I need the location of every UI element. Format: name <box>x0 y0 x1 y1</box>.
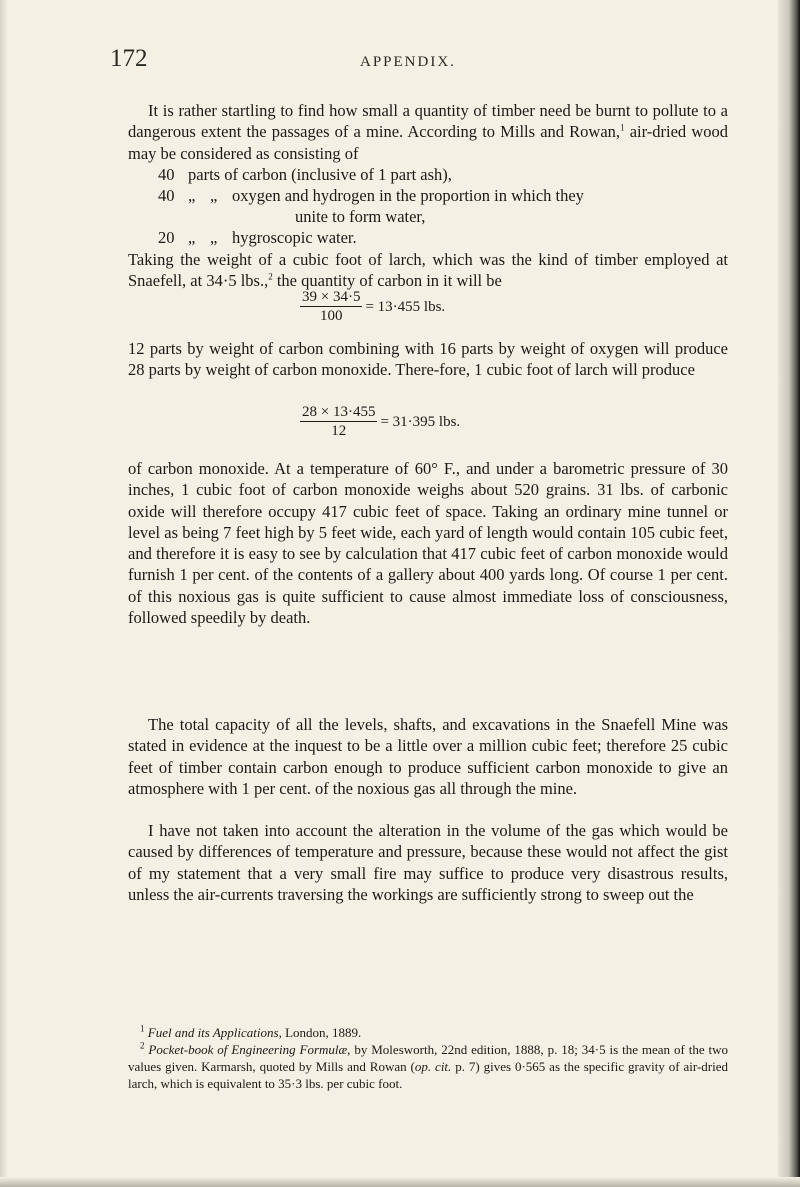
footnote-ref-1[interactable]: 1 <box>620 122 625 133</box>
footnote-text: p. 7) gives 0·565 as the specific gravity of air-dried larch, which is equivalent to 35·3 lbs. per cubic foot. <box>128 1059 729 1091</box>
footnote-text: , by Molesworth, 22nd edition, 1888, p. 18; 34·5 is the mean of the two values given. Karmarsh, quoted by Mills and Rowan ( <box>128 1042 728 1074</box>
footnotes <box>128 1024 728 1092</box>
page-edge-right <box>778 0 800 1187</box>
paragraph-mine-capacity: The total capacity of all the levels, shafts, and excavations in the Snaefell Mine was stated in evidence at the inquest to be a little over a million cubic feet; therefore 25 cubic feet of timber contain carbon enough to produce sufficient carbon monoxide to give an atmosphere with 1 per cent. of the noxious gas all through the mine. <box>128 715 728 798</box>
footnote-title: Pocket-book of Engineering Formulæ <box>148 1042 348 1057</box>
formula-result: = 13·455 lbs. <box>365 298 446 315</box>
page-edge-left <box>0 0 8 1187</box>
footnote-title: Fuel and its Applications <box>147 1025 279 1040</box>
paragraph-carbon-monoxide: 12 parts by weight of carbon combining with 16 parts by weight of oxygen will produce 28 parts by weight of carbon monoxide. There-fore, 1 cubic foot of larch will produce <box>128 339 728 380</box>
composition-item-oxygen <box>158 185 728 206</box>
fraction <box>300 289 362 325</box>
item-quantity: 40 <box>158 165 175 184</box>
footnote-number: 1 <box>140 1023 145 1034</box>
footnote-citation: op. cit. <box>414 1059 452 1074</box>
formula-result: = 31·395 lbs. <box>380 413 461 430</box>
composition-item-carbon <box>158 164 728 185</box>
fraction-denominator: 100 <box>319 308 343 324</box>
page-edge-bottom <box>0 1177 800 1187</box>
fraction <box>300 404 377 440</box>
footnote-number: 2 <box>140 1040 145 1051</box>
formula-monoxide-weight <box>300 404 460 440</box>
paragraph-gas-volume: of carbon monoxide. At a temperature of 60° F., and under a barometric pressure of 30 inches, 1 cubic foot of carbon monoxide weighs about 520 grains. 31 lbs. of carbonic oxide will therefore occupy 417 cubic feet of space. Taking an ordinary mine tunnel or level as being 7 feet high by 5 feet wide, each yard of length would contain 105 cubic feet, and therefore it is easy to see by calculation that 417 cubic feet of carbon monoxide would furnish 1 per cent. of the contents of a gallery about 400 yards long. Of course 1 per cent. of this noxious gas is quite sufficient to cause almost immediate loss of consciousness, followed speedily by death. <box>128 459 728 628</box>
paragraph-intro <box>128 100 728 164</box>
paragraph-text: the quantity of carbon in it will be <box>272 271 502 291</box>
fraction-numerator: 39 × 34·5 <box>302 289 361 305</box>
paragraph-text: It is rather startling to find how small a quantity of timber need be burnt to pollute to a dangerous extent the passages of a mine. According to Mills and Rowan, <box>128 101 728 142</box>
page-header <box>110 45 740 81</box>
item-text: of carbon (inclusive of 1 part ash), <box>224 165 452 184</box>
item-quantity: 40 <box>158 186 175 205</box>
paragraph-larch-weight <box>128 249 728 292</box>
ditto-mark: „ <box>210 228 218 247</box>
footnote-2 <box>128 1041 728 1092</box>
paragraph-text: air-dried wood may be considered as consisting of <box>128 122 728 163</box>
paragraph-temperature-note: I have not taken into account the alteration in the volume of the gas which would be caused by differences of temperature and pressure, because these would not affect the gist of my statement that a very small fire may suffice to produce very disastrous results, unless the air-currents traversing the workings are sufficiently strong to sweep out the <box>128 821 728 904</box>
item-text: oxygen and hydrogen in the proportion in which they <box>232 186 584 205</box>
fraction-numerator: 28 × 13·455 <box>302 404 376 420</box>
footnote-text: , London, 1889. <box>278 1025 362 1040</box>
ditto-mark: „ <box>210 186 218 205</box>
item-quantity: 20 <box>158 228 175 247</box>
item-unit: parts <box>188 165 221 184</box>
footnote-ref-2[interactable]: 2 <box>268 271 273 282</box>
ditto-mark: „ <box>188 228 196 247</box>
formula-carbon-weight <box>300 289 445 325</box>
page-number: 172 <box>110 45 148 72</box>
footnote-1 <box>128 1024 728 1041</box>
paragraph-text: Taking the weight of a cubic foot of larch, which was the kind of timber employed at Snaefell, at 34·5 lbs., <box>128 250 728 291</box>
running-title: APPENDIX. <box>360 54 456 70</box>
composition-item-continuation: unite to form water, <box>295 207 426 226</box>
item-text: hygroscopic water. <box>232 228 357 247</box>
fraction-denominator: 12 <box>331 423 347 439</box>
ditto-mark: „ <box>188 186 196 205</box>
composition-item-water <box>158 227 728 248</box>
